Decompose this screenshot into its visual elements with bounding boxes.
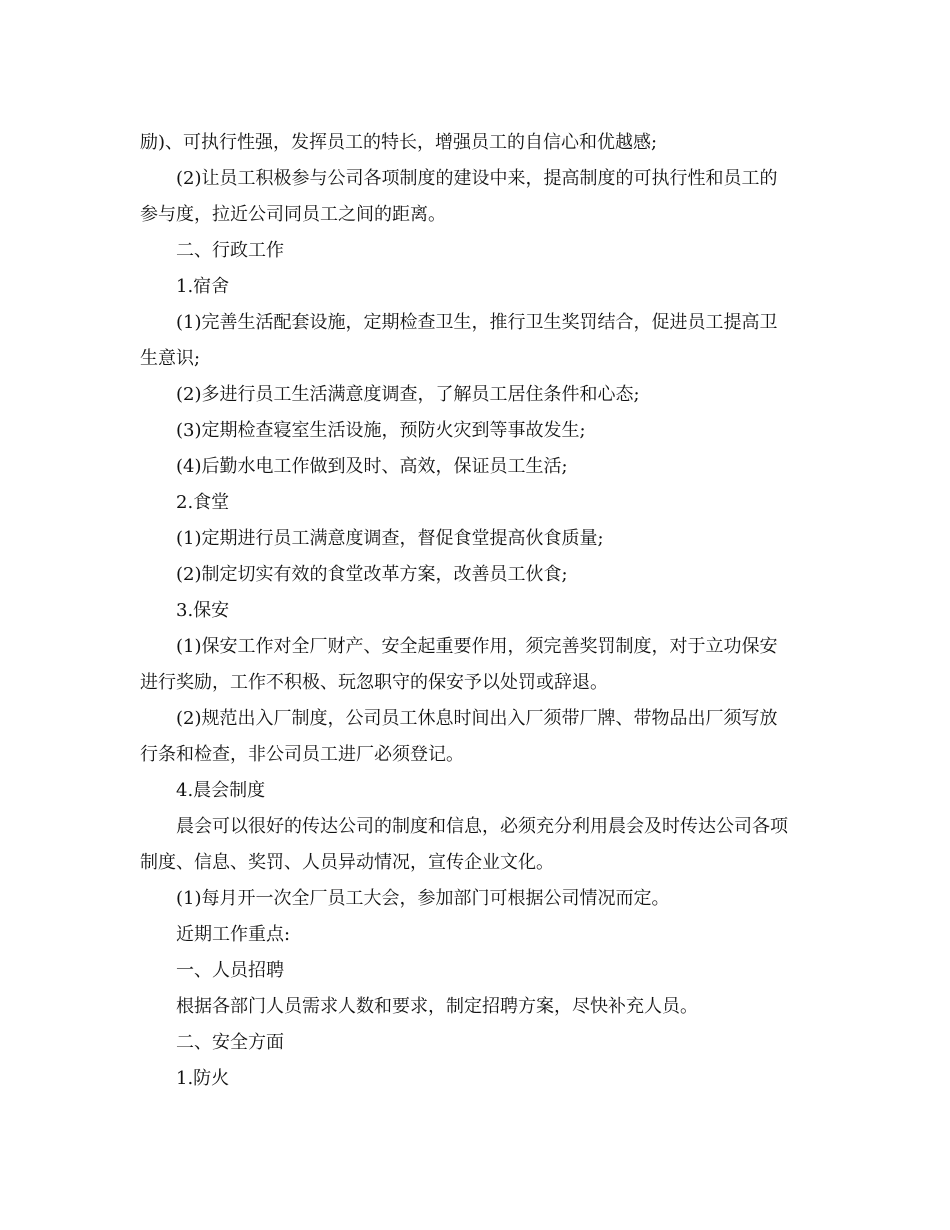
text-line: (1)完善生活配套设施，定期检查卫生，推行卫生奖罚结合，促进员工提高卫	[176, 312, 778, 333]
text-line: (2)让员工积极参与公司各项制度的建设中来，提高制度的可执行性和员工的	[176, 168, 778, 189]
text-line: 励)、可执行性强，发挥员工的特长，增强员工的自信心和优越感;	[140, 132, 658, 153]
text-line: (2)规范出入厂制度，公司员工休息时间出入厂须带厂牌、带物品出厂须写放	[176, 708, 778, 729]
text-line: 一、人员招聘	[176, 960, 284, 981]
document-body	[140, 125, 812, 1097]
text-line: 3.保安	[176, 600, 230, 621]
text-line: 根据各部门人员需求人数和要求，制定招聘方案，尽快补充人员。	[176, 996, 698, 1017]
text-line: 行条和检查，非公司员工进厂必须登记。	[140, 744, 464, 765]
text-line: 二、行政工作	[176, 240, 284, 261]
text-line: 2.食堂	[176, 492, 230, 513]
text-line: 近期工作重点:	[176, 924, 291, 945]
text-line: 4.晨会制度	[176, 780, 266, 801]
text-line: (1)每月开一次全厂员工大会，参加部门可根据公司情况而定。	[176, 888, 670, 909]
text-line: (2)制定切实有效的食堂改革方案，改善员工伙食;	[176, 564, 568, 585]
text-line: 生意识;	[140, 348, 201, 369]
text-line: 晨会可以很好的传达公司的制度和信息，必须充分利用晨会及时传达公司各项	[176, 816, 788, 837]
text-line: (1)定期进行员工满意度调查，督促食堂提高伙食质量;	[176, 528, 604, 549]
text-line: (1)保安工作对全厂财产、安全起重要作用，须完善奖罚制度，对于立功保安	[176, 636, 778, 657]
text-line: (4)后勤水电工作做到及时、高效，保证员工生活;	[176, 456, 568, 477]
text-line: 1.宿舍	[176, 276, 230, 297]
text-line: (2)多进行员工生活满意度调查，了解员工居住条件和心态;	[176, 384, 640, 405]
text-line: 1.防火	[176, 1068, 230, 1089]
text-line: 二、安全方面	[176, 1032, 284, 1053]
text-line: 进行奖励，工作不积极、玩忽职守的保安予以处罚或辞退。	[140, 672, 608, 693]
text-line: (3)定期检查寝室生活设施，预防火灾到等事故发生;	[176, 420, 586, 441]
text-line: 制度、信息、奖罚、人员异动情况，宣传企业文化。	[140, 852, 554, 873]
text-line: 参与度，拉近公司同员工之间的距离。	[140, 204, 446, 225]
